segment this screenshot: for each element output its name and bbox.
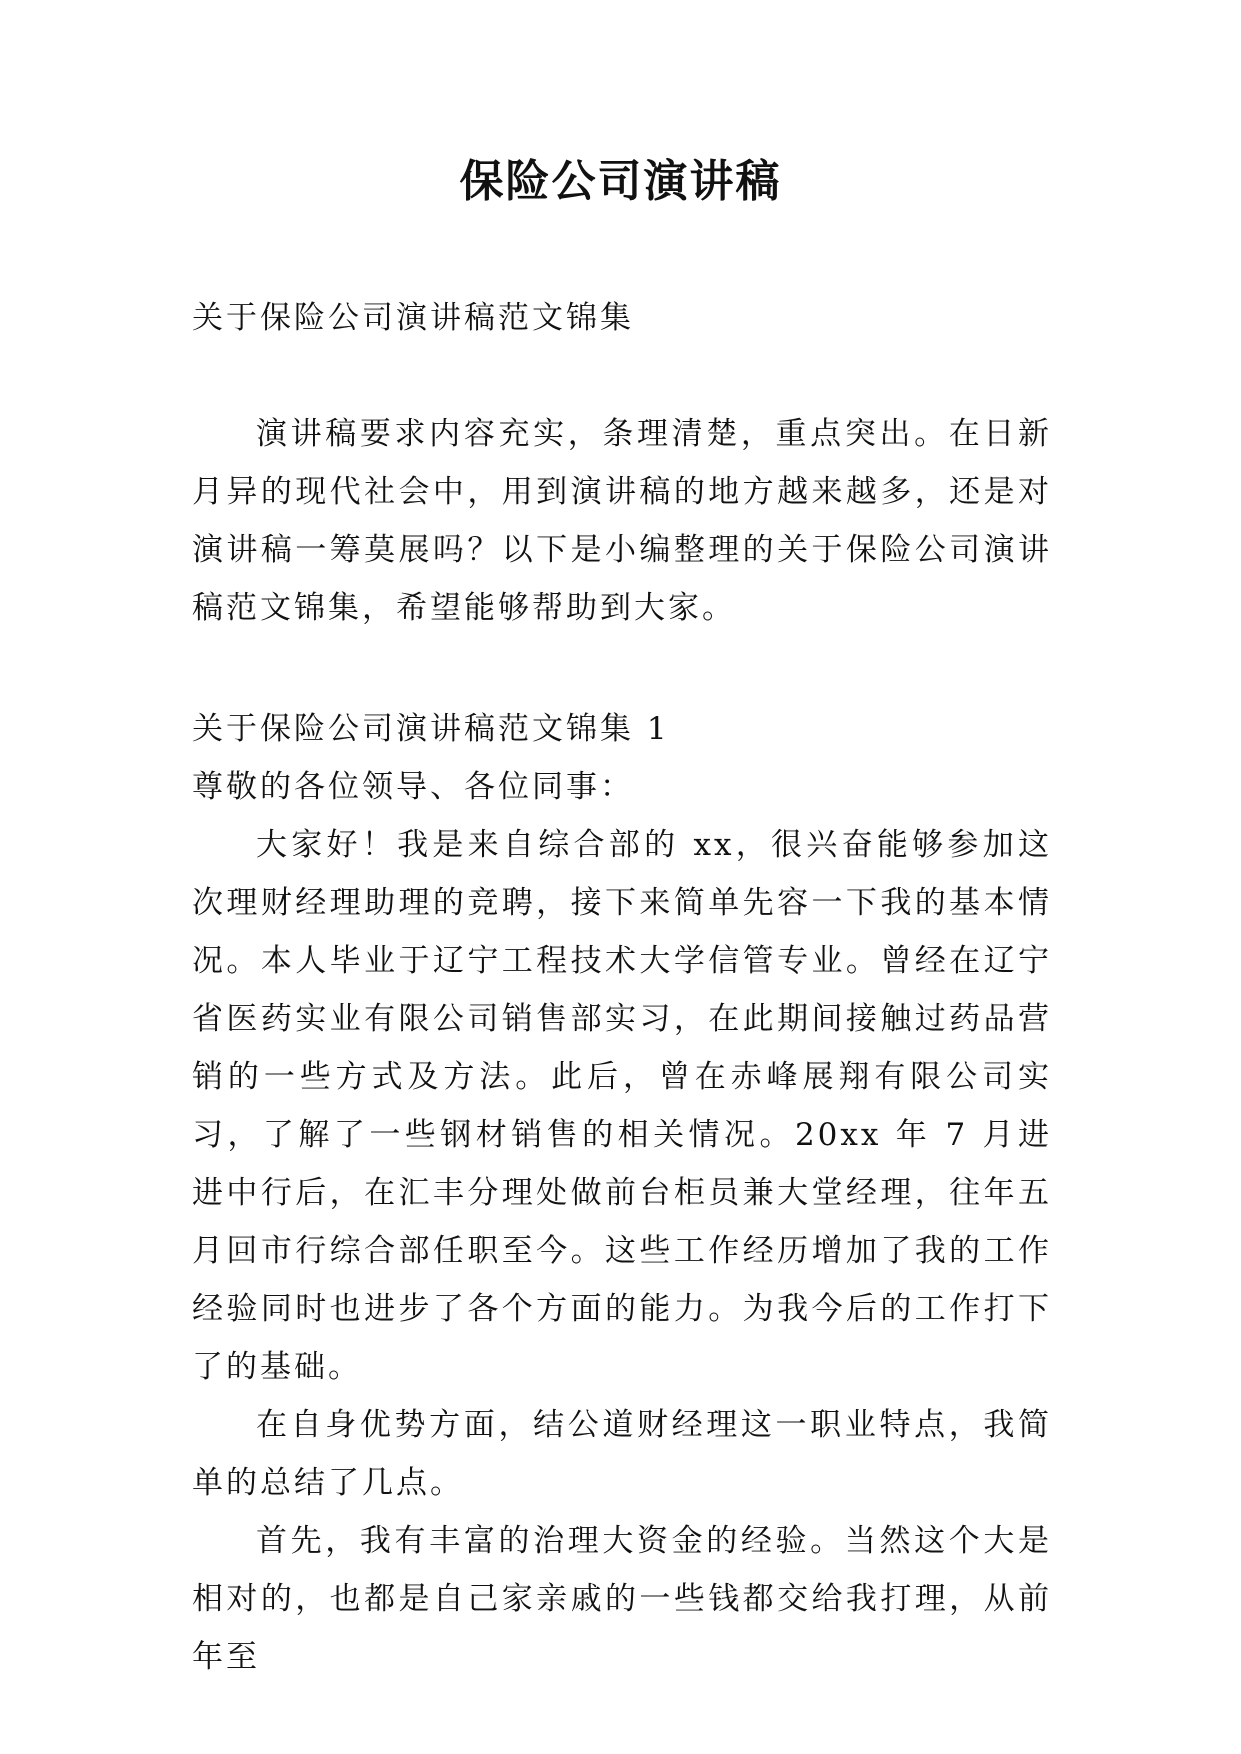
- body-paragraph-3: 首先，我有丰富的治理大资金的经验。当然这个大是相对的，也都是自己家亲戚的一些钱都交给我打理，从前年至: [192, 1523, 1052, 1675]
- document-title: 保险公司演讲稿: [459, 156, 782, 207]
- document-subtitle: 关于保险公司演讲稿范文锦集: [192, 300, 634, 336]
- intro-paragraph: 演讲稿要求内容充实，条理清楚，重点突出。在日新月异的现代社会中，用到演讲稿的地方越来越多，还是对演讲稿一筹莫展吗？以下是小编整理的关于保险公司演讲稿范文锦集，希望能够帮助到大家。: [192, 416, 1052, 626]
- body-paragraph-2: 在自身优势方面，结公道财经理这一职业特点，我简单的总结了几点。: [192, 1407, 1052, 1501]
- section-title: 关于保险公司演讲稿范文锦集 1: [192, 711, 670, 747]
- speech-section: [192, 700, 1052, 1686]
- salutation: 尊敬的各位领导、各位同事：: [192, 769, 634, 805]
- body-paragraph-1: 大家好！我是来自综合部的 xx，很兴奋能够参加这次理财经理助理的竞聘，接下来简单先容一下我的基本情况。本人毕业于辽宁工程技术大学信管专业。曾经在辽宁省医药实业有限公司销售部实习，在此期间接触过药品营销的一些方式及方法。此后，曾在赤峰展翔有限公司实习，了解了一些钢材销售的相关情况。20xx 年 7 月进进中行后，在汇丰分理处做前台柜员兼大堂经理，往年五月回市行综合部任职至今。这些工作经历增加了我的工作经验同时也进步了各个方面的能力。为我今后的工作打下了的基础。: [192, 827, 1052, 1385]
